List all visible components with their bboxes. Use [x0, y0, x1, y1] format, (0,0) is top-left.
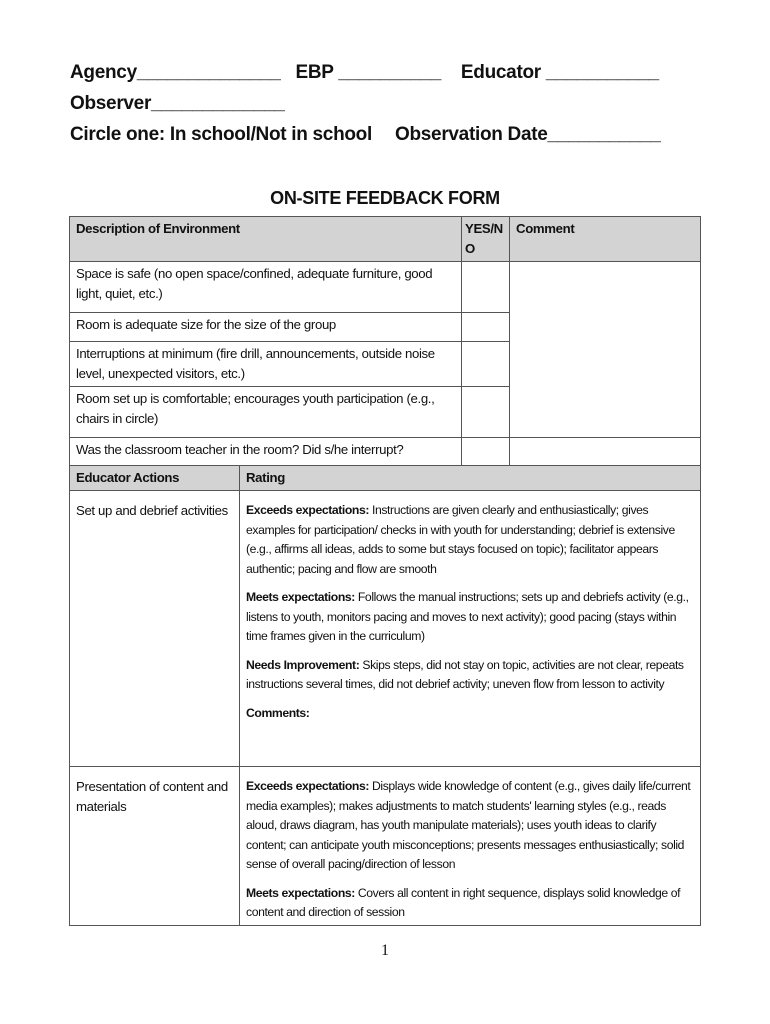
environment-description: Room is adequate size for the size of the group — [70, 313, 462, 342]
comment-cell[interactable] — [510, 438, 701, 466]
header-line-2 — [70, 93, 285, 115]
rating-meets: Meets expectations: Covers all content in right sequence, displays solid knowledge of content and direction of session — [246, 885, 681, 919]
header-line-3 — [70, 124, 372, 146]
header-line-1 — [70, 62, 659, 84]
yes-no-cell[interactable] — [462, 342, 510, 387]
educator-action-row — [70, 767, 701, 926]
rating-meets: Meets expectations: Follows the manual instructions; sets up and debriefs activity (e.g., listens to youth, monitors pacing and moves to next activity); good pacing (stays within time frames given in the curriculum) — [246, 590, 689, 643]
yes-no-cell[interactable] — [462, 387, 510, 438]
yes-no-cell[interactable] — [462, 313, 510, 342]
educator-field[interactable]: Educator ___________ — [460, 62, 659, 83]
environment-row — [70, 262, 701, 313]
feedback-table — [69, 216, 701, 926]
page-number: 1 — [381, 942, 389, 959]
environment-row — [70, 438, 701, 466]
description-header: Description of Environment — [70, 217, 462, 262]
rating-cell — [240, 767, 701, 926]
educator-actions-header-row — [70, 466, 701, 491]
yes-no-header: YES/NO — [462, 217, 510, 262]
ebp-field[interactable]: EBP __________ — [295, 62, 441, 83]
environment-description: Interruptions at minimum (fire drill, announcements, outside noise level, unexpected visitors, etc.) — [70, 342, 462, 387]
rating-cell — [240, 491, 701, 767]
rating-needs-improvement: Needs Improvement: Skips steps, did not stay on topic, activities are not clear, repeats instructions several times, did not debrief activity; uneven flow from lesson to activity — [246, 657, 684, 691]
observation-date-line — [395, 124, 660, 146]
yes-no-cell[interactable] — [462, 262, 510, 313]
yes-no-cell[interactable] — [462, 438, 510, 466]
environment-description: Room set up is comfortable; encourages youth participation (e.g., chairs in circle) — [70, 387, 462, 438]
educator-action-row — [70, 491, 701, 767]
rating-comments[interactable]: Comments: — [246, 705, 310, 720]
comment-header: Comment — [510, 217, 701, 262]
environment-header-row — [70, 217, 701, 262]
rating-exceeds: Exceeds expectations: Displays wide knowledge of content (e.g., gives daily life/current media examples); makes adjustments to match students' learning styles (e.g., reads aloud, draws diagram, has youth manipulate materials); uses youth ideas to clarify content; can anticipate youth misconceptions; presents messages enthusiastically; solid sense of overall pacing/direction of lesson — [246, 779, 691, 871]
form-title: ON-SITE FEEDBACK FORM — [270, 188, 500, 208]
observer-field[interactable]: Observer_____________ — [70, 93, 285, 114]
circle-one-label: Circle one: In school/Not in school — [70, 124, 372, 145]
rating-exceeds: Exceeds expectations: Instructions are given clearly and enthusiastically; gives examples for participation/ checks in with youth for understanding; debrief is extensive (e.g., affirms all ideas, adds to some but stays focused on topic); facilitator appears authentic; pacing and flow are smooth — [246, 503, 675, 576]
environment-description: Was the classroom teacher in the room? Did s/he interrupt? — [70, 438, 462, 466]
educator-action-label: Set up and debrief activities — [70, 491, 240, 767]
environment-description: Space is safe (no open space/confined, adequate furniture, good light, quiet, etc.) — [70, 262, 462, 313]
observation-date-field[interactable]: Observation Date___________ — [395, 124, 661, 145]
educator-actions-header: Educator Actions — [70, 466, 240, 491]
rating-header: Rating — [240, 466, 701, 491]
agency-field[interactable]: Agency______________ — [70, 62, 281, 83]
comment-cell[interactable] — [510, 262, 701, 438]
educator-action-label: Presentation of content and materials — [70, 767, 240, 926]
